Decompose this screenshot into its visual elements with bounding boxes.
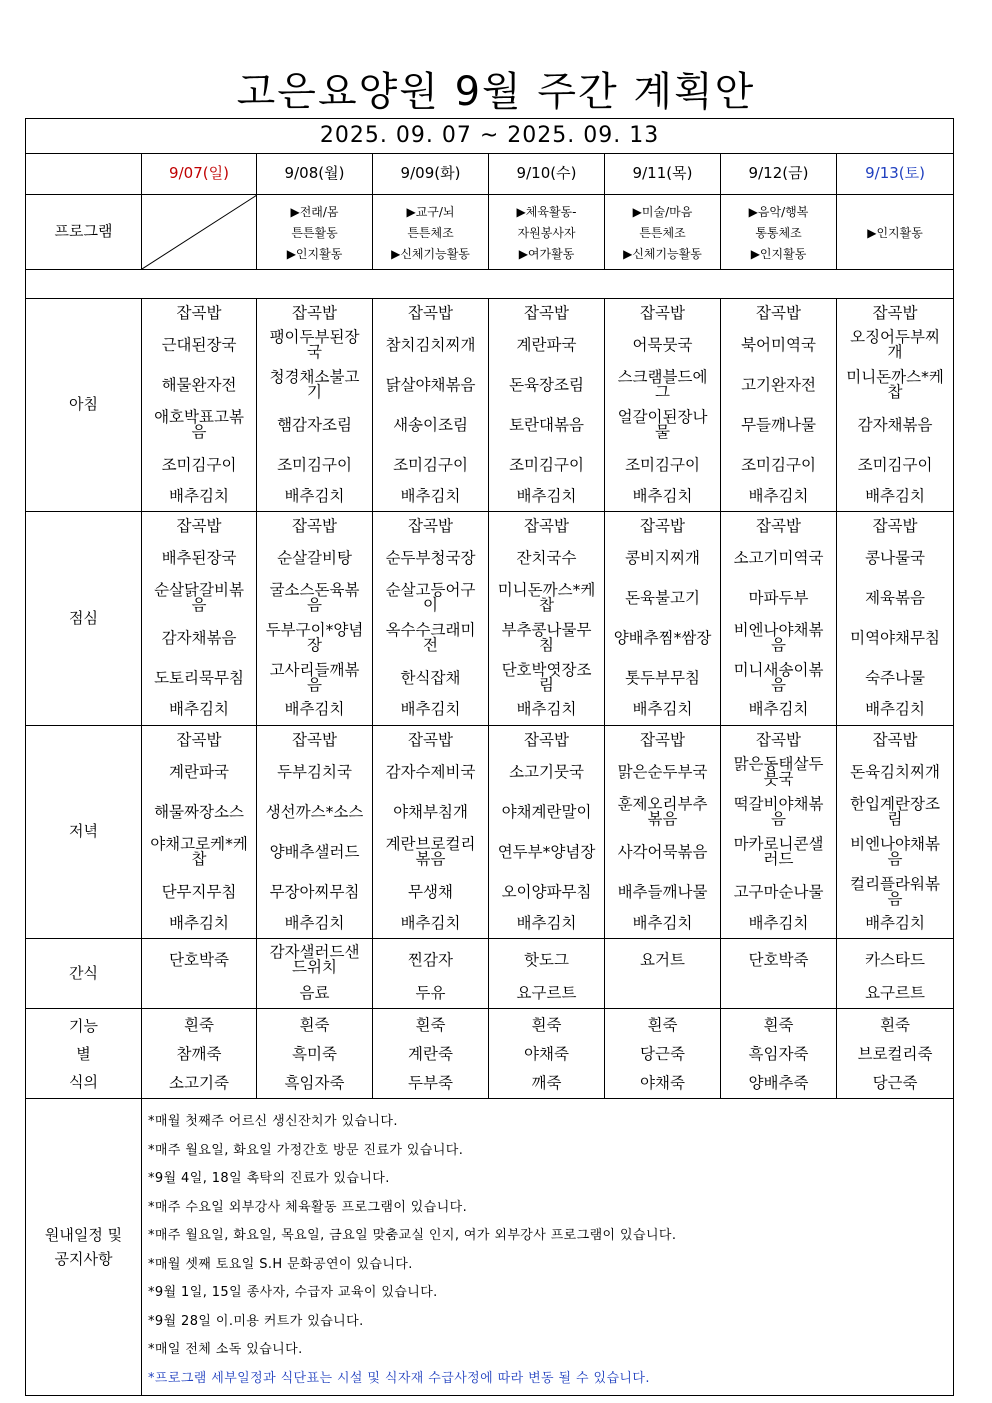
menu-item: 순살갈비탕: [277, 548, 352, 567]
dinner-cell: [142, 726, 257, 939]
snack-item: 요구르트: [516, 983, 577, 1002]
lunch-items: [257, 512, 372, 720]
notice-item: *프로그램 세부일정과 식단표는 시설 및 식자재 수급사정에 따라 변동 될 수 있습니다.: [148, 1370, 650, 1386]
menu-item: 두부구이*양념장: [265, 621, 364, 654]
menu-item: 청경채소불고기: [269, 368, 360, 401]
menu-item: 잡곡밥: [176, 303, 222, 322]
porridge-item: 양배추죽: [748, 1074, 809, 1092]
lunch-cell: [373, 512, 489, 726]
dinner-cell: [837, 726, 954, 939]
snack-items: [605, 939, 720, 1007]
menu-item: 마카로니콘샐러드: [733, 835, 824, 868]
breakfast-cell: [721, 299, 837, 512]
menu-item: 배추김치: [516, 913, 577, 932]
menu-item: 미역야채무침: [850, 628, 940, 647]
snack-label: 간식: [26, 939, 142, 1009]
menu-item: 훈제오리부추볶음: [617, 795, 708, 828]
breakfast-label: 아침: [26, 299, 142, 512]
menu-item: 잡곡밥: [872, 303, 918, 322]
menu-item: 조미김구이: [509, 455, 584, 474]
dinner-cell: [605, 726, 721, 939]
menu-item: 야채계란말이: [501, 802, 592, 821]
menu-item: 컬리플라워볶음: [850, 875, 940, 908]
snack-item: 단호박죽: [169, 950, 229, 969]
menu-item: 양배추샐러드: [269, 842, 360, 861]
menu-item: 배추김치: [400, 699, 461, 718]
page-title: 고은요양원 9월 주간 계획안: [236, 69, 756, 115]
breakfast-items: [721, 299, 836, 507]
menu-item: 배추김치: [516, 699, 577, 718]
lunch-cell: [605, 512, 721, 726]
menu-item: 계란파국: [169, 762, 229, 781]
menu-item: 해물짜장소스: [154, 802, 244, 821]
snack-items: [373, 939, 488, 1007]
porridge-cell: [605, 1009, 721, 1099]
dinner-cell: [257, 726, 373, 939]
menu-item: 잡곡밥: [756, 730, 801, 749]
snack-item: [142, 979, 256, 1007]
menu-item: 사각어묵볶음: [617, 842, 708, 861]
notice-item: *매주 수요일 외부강사 체육활동 프로그램이 있습니다.: [148, 1199, 468, 1215]
notice-item: *매주 월요일, 화요일, 목요일, 금요일 맞춤교실 인지, 여가 외부강사 프로그램이 있습니다.: [148, 1228, 677, 1243]
snack-items: [142, 939, 256, 1007]
dinner-items: [605, 726, 720, 934]
porridge-item: 깨죽: [531, 1074, 562, 1092]
menu-item: 야채부침개: [393, 802, 468, 821]
menu-item: 배추김치: [632, 913, 693, 932]
notice-label-line1: 원내일정 및: [44, 1226, 123, 1244]
lunch-label: 점심: [26, 512, 142, 726]
menu-item: 제육볶음: [865, 588, 925, 607]
porridge-item: 참깨죽: [176, 1045, 222, 1063]
menu-item: 고기완자전: [741, 375, 816, 394]
lunch-items: [721, 512, 836, 720]
dinner-items: [257, 726, 372, 934]
program-line: ▶인지활동: [867, 225, 923, 240]
porridge-item: 당근죽: [640, 1045, 685, 1063]
menu-item: 굴소스돈육볶음: [269, 581, 360, 614]
menu-item: 배추김치: [748, 486, 809, 505]
porridge-label-line1: 기능: [69, 1016, 98, 1035]
menu-item: 비엔나야채볶음: [850, 835, 940, 868]
breakfast-cell: [142, 299, 257, 512]
menu-item: 소고기뭇국: [509, 762, 584, 781]
porridge-item: 흰죽: [531, 1016, 562, 1034]
menu-item: 소고기미역국: [733, 548, 824, 567]
porridge-item: 흑미죽: [292, 1045, 337, 1063]
menu-item: 잡곡밥: [524, 303, 569, 322]
porridge-item: 두부죽: [408, 1074, 453, 1092]
menu-item: 잡곡밥: [640, 516, 685, 535]
menu-item: 배추김치: [865, 699, 925, 718]
menu-item: 해물완자전: [161, 375, 237, 394]
porridge-item: 흰죽: [184, 1016, 214, 1034]
snack-item: 감자샐러드샌드위치: [269, 943, 360, 976]
menu-item: 조미김구이: [277, 455, 352, 474]
menu-item: 잡곡밥: [872, 516, 918, 535]
day-header: 9/12(금): [721, 154, 837, 195]
menu-item: 맑은순두부국: [617, 762, 708, 781]
date-range: 2025. 09. 07 ~ 2025. 09. 13: [26, 119, 954, 154]
snack-items: [489, 939, 604, 1007]
day-header: 9/08(월): [257, 154, 373, 195]
porridge-item: 흰죽: [415, 1016, 446, 1034]
notice-item: *매월 첫째주 어르신 생신잔치가 있습니다.: [148, 1114, 398, 1129]
menu-item: 돈육불고기: [625, 588, 700, 607]
menu-item: 닭살야채볶음: [385, 375, 476, 394]
breakfast-items: [605, 299, 720, 507]
breakfast-cell: [373, 299, 489, 512]
dinner-items: [142, 726, 256, 934]
menu-item: 부추콩나물무침: [501, 621, 592, 654]
menu-item: 도토리묵무침: [154, 668, 244, 687]
menu-item: 연두부*양념장: [497, 842, 596, 861]
menu-item: 숙주나물: [865, 668, 925, 687]
lunch-cell: [721, 512, 837, 726]
porridge-cell: [373, 1009, 489, 1099]
snack-item: 핫도그: [524, 950, 569, 969]
breakfast-cell: [257, 299, 373, 512]
menu-item: 배추김치: [516, 486, 577, 505]
diagonal-line-icon: [142, 195, 257, 269]
breakfast-items: [257, 299, 372, 507]
snack-item: [605, 979, 720, 1007]
snack-items: [257, 939, 372, 1007]
menu-item: 잔치국수: [516, 548, 577, 567]
menu-item: 잡곡밥: [640, 303, 685, 322]
notice-item: *9월 4일, 18일 촉탁의 진료가 있습니다.: [148, 1171, 390, 1186]
porridge-items: [489, 1009, 604, 1098]
porridge-item: 흑임자죽: [284, 1074, 345, 1092]
program-line: ▶음악/행복: [748, 204, 809, 219]
program-line: ▶인지활동: [750, 246, 807, 261]
notice-item: *매월 셋째 토요일 S.H 문화공연이 있습니다.: [148, 1256, 413, 1272]
menu-item: 미니새송이볶음: [733, 661, 824, 694]
porridge-cell: [142, 1009, 257, 1099]
menu-item: 팽이두부된장국: [269, 328, 360, 361]
menu-item: 잡곡밥: [756, 303, 801, 322]
menu-item: 생선까스*소스: [265, 802, 364, 821]
program-line: ▶미술/마음: [632, 204, 693, 219]
menu-item: 잡곡밥: [176, 516, 222, 535]
dinner-items: [489, 726, 604, 934]
menu-item: 얼갈이된장나물: [617, 408, 708, 441]
snack-item: 찐감자: [408, 950, 453, 969]
snack-cell: [257, 939, 373, 1009]
menu-item: 순두부청국장: [385, 548, 476, 567]
porridge-label: [26, 1009, 142, 1099]
program-line: ▶여가활동: [518, 246, 575, 261]
lunch-cell: [837, 512, 954, 726]
lunch-items: [837, 512, 953, 720]
breakfast-cell: [489, 299, 605, 512]
menu-item: 참치김치찌개: [385, 335, 476, 354]
porridge-item: 흰죽: [647, 1016, 678, 1034]
menu-item: 돈육장조림: [509, 375, 584, 394]
menu-item: 잡곡밥: [524, 730, 569, 749]
menu-item: 오이양파무침: [501, 882, 592, 901]
menu-item: 배추김치: [865, 913, 925, 932]
snack-item: 음료: [299, 983, 330, 1002]
porridge-item: 흑임자죽: [748, 1045, 809, 1063]
snack-cell: [142, 939, 257, 1009]
program-line: 튼튼체조: [407, 225, 454, 240]
snack-cell: [837, 939, 954, 1009]
menu-item: 배추김치: [169, 486, 229, 505]
program-cell: [837, 195, 954, 270]
menu-item: 새송이조림: [393, 415, 468, 434]
menu-item: 무들깨나물: [741, 415, 816, 434]
snack-cell: [605, 939, 721, 1009]
menu-item: 배추김치: [284, 699, 345, 718]
porridge-items: [721, 1009, 836, 1098]
breakfast-items: [837, 299, 953, 507]
program-label: 프로그램: [26, 195, 142, 270]
menu-item: 근대된장국: [161, 335, 237, 354]
program-cell: [489, 195, 605, 270]
menu-item: 감자수제비국: [385, 762, 476, 781]
menu-item: 무장아찌무침: [269, 882, 360, 901]
menu-item: 배추김치: [748, 699, 809, 718]
menu-item: 계란파국: [516, 335, 577, 354]
menu-item: 양배추찜*쌈장: [613, 628, 712, 647]
menu-item: 돈육김치찌개: [850, 762, 940, 781]
menu-item: 배추김치: [400, 913, 461, 932]
menu-item: 미니돈까스*케찹: [497, 581, 596, 614]
day-header: 9/07(일): [142, 154, 257, 195]
menu-item: 배추김치: [748, 913, 809, 932]
snack-item: 카스타드: [865, 950, 925, 969]
day-header: 9/13(토): [837, 154, 954, 195]
porridge-cell: [837, 1009, 954, 1099]
spacer-row: [26, 270, 954, 299]
notice-list: [142, 1099, 954, 1396]
snack-item: 두유: [415, 983, 446, 1002]
menu-item: 조미김구이: [741, 455, 816, 474]
diagonal-slash-cell: [142, 195, 257, 270]
menu-item: 잡곡밥: [640, 730, 685, 749]
menu-item: 배추김치: [284, 913, 345, 932]
breakfast-items: [142, 299, 256, 507]
menu-item: 스크램블드에그: [617, 368, 708, 401]
porridge-item: 소고기죽: [169, 1074, 229, 1092]
menu-item: 잡곡밥: [292, 303, 337, 322]
program-line: ▶신체기능활동: [623, 246, 702, 261]
program-line: 자원봉사자: [517, 225, 576, 240]
menu-item: 마파두부: [748, 588, 809, 607]
porridge-item: 당근죽: [872, 1074, 918, 1092]
porridge-items: [257, 1009, 372, 1098]
snack-item: 요구르트: [865, 983, 925, 1002]
program-line: ▶교구/뇌: [406, 204, 455, 219]
menu-item: 잡곡밥: [408, 303, 453, 322]
menu-item: 고구마순나물: [733, 882, 824, 901]
program-line: 튼튼체조: [639, 225, 686, 240]
porridge-cell: [489, 1009, 605, 1099]
menu-item: 조미김구이: [857, 455, 933, 474]
porridge-items: [373, 1009, 488, 1098]
program-cell: [373, 195, 489, 270]
menu-item: 콩나물국: [865, 548, 925, 567]
menu-item: 배추김치: [169, 699, 229, 718]
dinner-items: [373, 726, 488, 934]
porridge-item: 흰죽: [763, 1016, 794, 1034]
porridge-item: 흰죽: [299, 1016, 330, 1034]
snack-cell: [721, 939, 837, 1009]
menu-item: 단호박엿장조림: [501, 661, 592, 694]
snack-cell: [489, 939, 605, 1009]
notice-item: *9월 28일 이.미용 커트가 있습니다.: [148, 1313, 364, 1329]
program-line: ▶전래/몸: [290, 204, 339, 219]
porridge-item: 야채죽: [640, 1074, 685, 1092]
porridge-label-line2: 별: [76, 1044, 91, 1063]
porridge-items: [837, 1009, 953, 1098]
menu-item: 고사리들깨볶음: [269, 661, 360, 694]
porridge-item: 야채죽: [524, 1045, 569, 1063]
menu-item: 토란대볶음: [509, 415, 584, 434]
menu-item: 잡곡밥: [524, 516, 569, 535]
menu-item: 어묵뭇국: [632, 335, 693, 354]
menu-item: 잡곡밥: [176, 730, 222, 749]
lunch-cell: [142, 512, 257, 726]
breakfast-items: [373, 299, 488, 507]
menu-item: 배추김치: [632, 699, 693, 718]
day-header: 9/09(화): [373, 154, 489, 195]
menu-item: 한식잡채: [400, 668, 461, 687]
menu-item: 미니돈까스*케찹: [846, 368, 944, 401]
breakfast-cell: [605, 299, 721, 512]
lunch-cell: [489, 512, 605, 726]
menu-item: 야채고로케*케찹: [150, 835, 248, 868]
breakfast-items: [489, 299, 604, 507]
day-header: 9/10(수): [489, 154, 605, 195]
menu-item: 배추김치: [865, 486, 925, 505]
dinner-items: [721, 726, 836, 934]
menu-item: 맑은동태살두붓국: [733, 755, 824, 788]
menu-item: 옥수수크래미전: [385, 621, 476, 654]
menu-item: 조미김구이: [393, 455, 468, 474]
menu-item: 계란브로컬리볶음: [385, 835, 476, 868]
dinner-cell: [489, 726, 605, 939]
menu-item: 감자채볶음: [857, 415, 933, 434]
lunch-items: [489, 512, 604, 720]
dinner-items: [837, 726, 953, 934]
snack-cell: [373, 939, 489, 1009]
menu-item: 잡곡밥: [756, 516, 801, 535]
dinner-cell: [373, 726, 489, 939]
dinner-cell: [721, 726, 837, 939]
menu-item: 잡곡밥: [408, 516, 453, 535]
menu-item: 배추김치: [400, 486, 461, 505]
corner-cell: [26, 154, 142, 195]
program-line: ▶인지활동: [286, 246, 343, 261]
program-cell: [721, 195, 837, 270]
menu-item: 오징어두부찌개: [850, 328, 940, 361]
lunch-items: [605, 512, 720, 720]
notice-item: *9월 1일, 15일 종사자, 수급자 교육이 있습니다.: [148, 1285, 438, 1300]
snack-items: [837, 939, 953, 1007]
menu-item: 콩비지찌개: [625, 548, 700, 567]
snack-item: [721, 979, 836, 1007]
snack-item: 요거트: [640, 950, 685, 969]
dinner-label: 저녁: [26, 726, 142, 939]
snack-items: [721, 939, 836, 1007]
menu-item: 배추된장국: [161, 548, 237, 567]
menu-item: 톳두부무침: [625, 668, 700, 687]
porridge-items: [605, 1009, 720, 1098]
program-cell: [605, 195, 721, 270]
lunch-items: [373, 512, 488, 720]
program-cell: [257, 195, 373, 270]
notice-item: *매주 월요일, 화요일 가정간호 방문 진료가 있습니다.: [148, 1142, 464, 1158]
program-line: 튼튼활동: [291, 225, 338, 240]
program-line: 통통체조: [755, 225, 802, 240]
menu-item: 잡곡밥: [292, 516, 337, 535]
porridge-label-line3: 식의: [69, 1072, 98, 1091]
menu-item: 떡갈비야채볶음: [733, 795, 824, 828]
notice-label-line2: 공지사항: [54, 1250, 113, 1268]
menu-item: 순살닭갈비볶음: [154, 581, 244, 614]
menu-item: 단무지무침: [161, 882, 237, 901]
notice-item: *매일 전체 소독 있습니다.: [148, 1342, 303, 1357]
porridge-item: 계란죽: [408, 1045, 453, 1063]
menu-item: 배추김치: [169, 913, 229, 932]
lunch-cell: [257, 512, 373, 726]
program-line: ▶신체기능활동: [391, 246, 470, 261]
menu-item: 배추김치: [632, 486, 693, 505]
porridge-item: 브로컬리죽: [857, 1045, 933, 1063]
menu-item: 배추들깨나물: [617, 882, 708, 901]
snack-item: 단호박죽: [748, 950, 809, 969]
menu-item: 비엔나야채볶음: [733, 621, 824, 654]
porridge-cell: [257, 1009, 373, 1099]
notice-label: [26, 1099, 142, 1396]
menu-item: 한입계란장조림: [850, 795, 940, 828]
lunch-items: [142, 512, 256, 720]
menu-item: 순살고등어구이: [385, 581, 476, 614]
porridge-items: [142, 1009, 256, 1098]
menu-item: 조미김구이: [625, 455, 700, 474]
porridge-cell: [721, 1009, 837, 1099]
menu-item: 햄감자조림: [277, 415, 352, 434]
menu-item: 잡곡밥: [408, 730, 453, 749]
menu-item: 애호박표고볶음: [154, 408, 244, 441]
breakfast-cell: [837, 299, 954, 512]
menu-item: 북어미역국: [741, 335, 816, 354]
weekly-plan-table: [25, 118, 954, 1396]
menu-item: 조미김구이: [161, 455, 237, 474]
menu-item: 두부김치국: [277, 762, 352, 781]
program-line: ▶체육활동-: [516, 204, 577, 219]
menu-item: 감자채볶음: [161, 628, 237, 647]
day-header: 9/11(목): [605, 154, 721, 195]
menu-item: 무생채: [408, 882, 453, 901]
menu-item: 잡곡밥: [872, 730, 918, 749]
menu-item: 잡곡밥: [292, 730, 337, 749]
menu-item: 배추김치: [284, 486, 345, 505]
porridge-item: 흰죽: [880, 1016, 911, 1034]
